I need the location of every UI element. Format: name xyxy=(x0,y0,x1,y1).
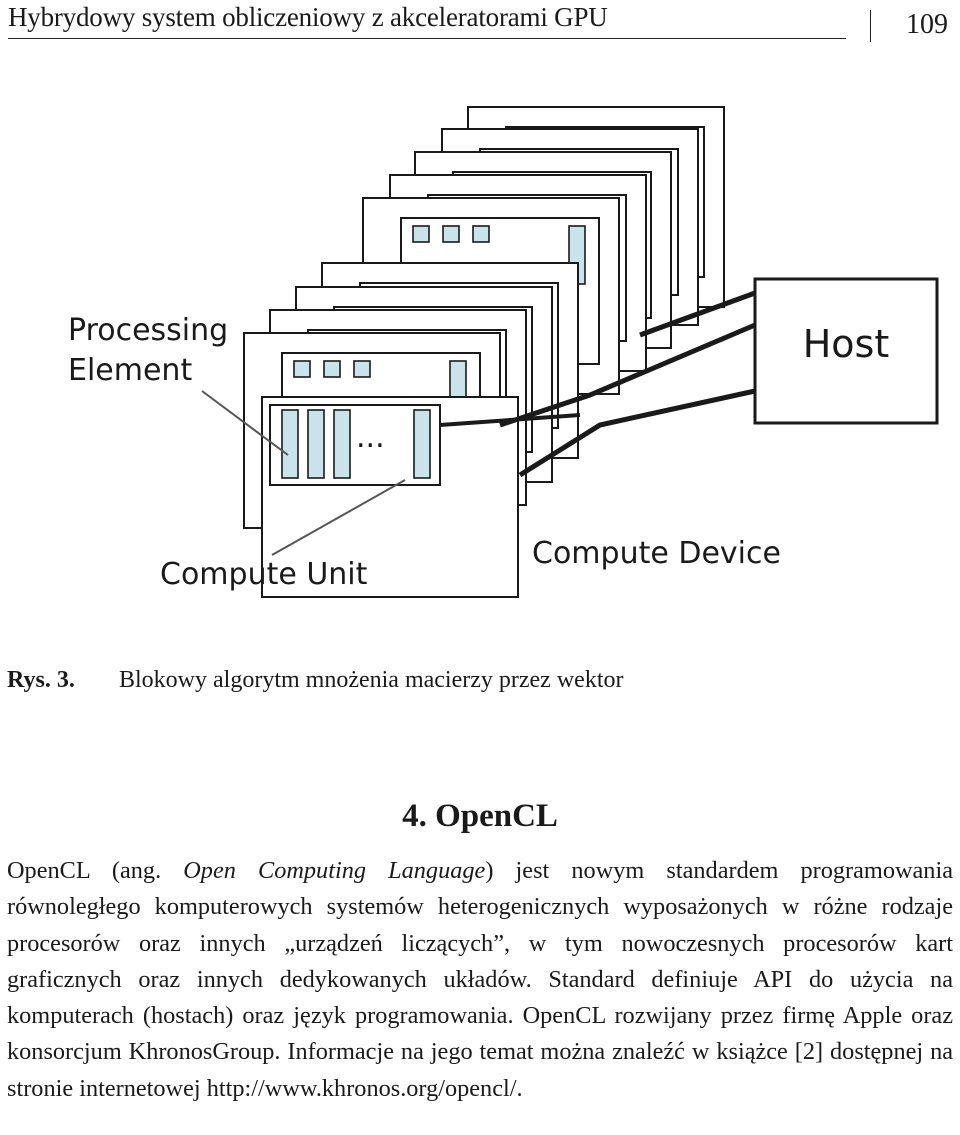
host-label: Host xyxy=(802,322,890,366)
running-header xyxy=(8,0,952,44)
processing-element xyxy=(324,361,340,377)
body-paragraph xyxy=(7,853,953,1107)
figure-number: Rys. 3. xyxy=(7,667,75,693)
processing-element xyxy=(308,410,324,478)
processing-element xyxy=(282,410,298,478)
ellipsis-text: ... xyxy=(356,420,385,455)
figure-caption xyxy=(7,667,623,694)
running-header-title: Hybrydowy system obliczeniowy z akceleratorami GPU xyxy=(8,2,608,32)
processing-element xyxy=(354,361,370,377)
body-text-start: OpenCL (ang. xyxy=(7,857,184,884)
processing-element xyxy=(334,410,350,478)
processing-element xyxy=(294,361,310,377)
figure-caption-text: Blokowy algorytm mnożenia macierzy przez wektor xyxy=(119,667,624,693)
processing-element xyxy=(443,226,459,242)
diagram-svg xyxy=(0,95,960,605)
body-italic-term: Open Computing Language xyxy=(183,857,486,884)
section-heading: 4. OpenCL xyxy=(402,798,558,834)
body-text-rest: ) jest nowym standardem programowania równoległego komputerowych systemów heterogenicznych wyposażonych w różne rodzaje procesorów oraz innych „urządzeń liczących”, w tym nowoczesnych procesorów kart graficznych oraz innych dedykowanych układów. Standard definiuje API do użycia na komputerach (hostach) oraz język programowania. OpenCL rozwijany przez firmę Apple oraz konsorcjum KhronosGroup. Informacje na jego temat można znaleźć w książce [2] dostępnej na stronie internetowej xyxy=(7,857,953,1102)
opencl-platform-diagram xyxy=(0,95,960,605)
processing-element xyxy=(473,226,489,242)
compute-unit-label: Compute Unit xyxy=(160,557,368,592)
compute-units-stack xyxy=(244,107,724,597)
processing-element-label-line1: Processing xyxy=(68,313,229,348)
page-number: 109 xyxy=(906,9,948,40)
compute-device-label: Compute Device xyxy=(532,536,781,571)
processing-element xyxy=(413,226,429,242)
processing-element xyxy=(414,410,430,478)
header-rule xyxy=(8,38,846,39)
processing-element-label-line2: Element xyxy=(68,353,193,388)
header-separator xyxy=(870,10,871,42)
opencl-url: http://www.khronos.org/opencl/. xyxy=(206,1074,523,1102)
